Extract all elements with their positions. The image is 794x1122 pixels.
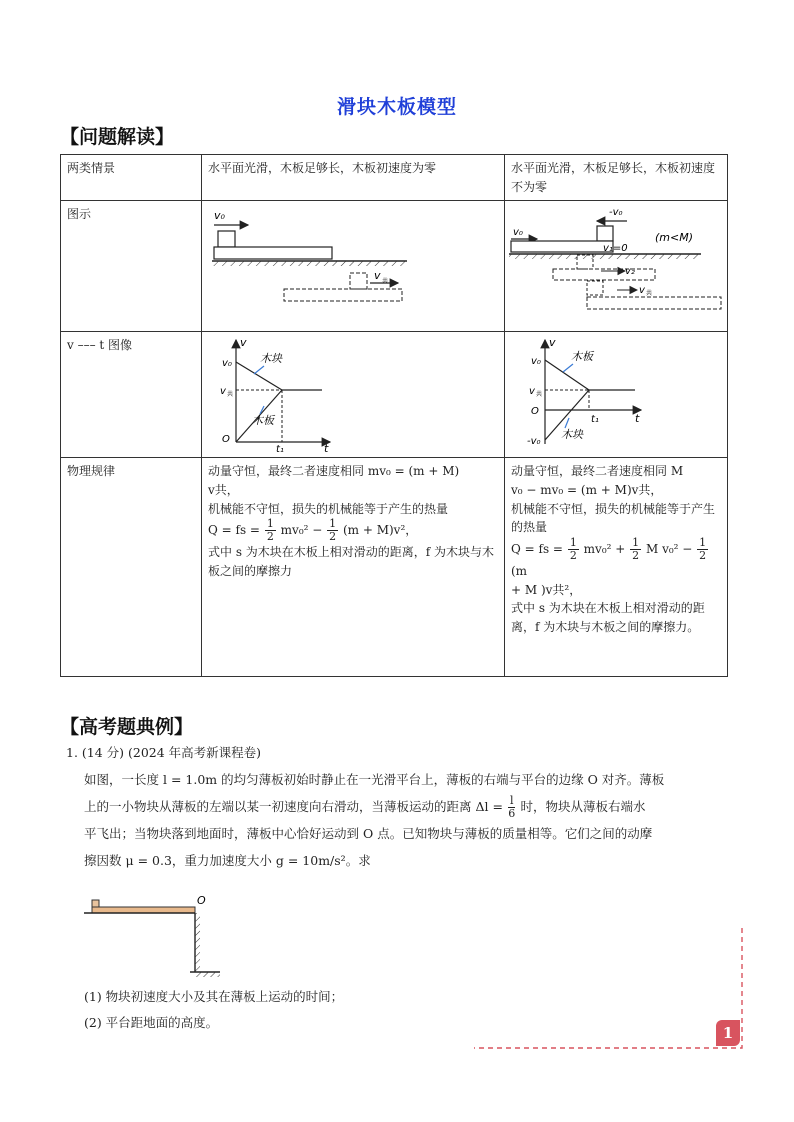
label-v1: v₁=0 [603, 243, 628, 255]
page-title: 滑块木板模型 [336, 96, 457, 118]
diagram-case2 [505, 201, 725, 325]
annot-block: 木块 [260, 351, 282, 365]
fraction-l-over-6: $\frac{l}{6}$ [508, 793, 516, 820]
board [214, 247, 332, 259]
point-o: O [197, 894, 206, 907]
figure-case1 [202, 201, 505, 332]
table-row-vt-graph [61, 331, 728, 458]
figure-case2 [505, 201, 728, 332]
label-neg-v0: -v₀ [609, 207, 623, 219]
origin-o: O [222, 433, 230, 445]
block [218, 231, 235, 247]
law2-line4: Q = fs = $\frac{1}{2}$ mv₀² + $\frac{1}{2}$ M v₀² − $\frac{1}{2}$ (m [511, 535, 707, 578]
block-final2 [587, 281, 603, 295]
vt-graph-case1 [202, 331, 505, 458]
sub-question-2: (2) 平台距地面的高度。 [84, 1015, 219, 1031]
tick-vco-sub: 共 [227, 390, 234, 398]
board-final2 [587, 297, 721, 309]
question-head: 1. (14 分) (2024 年高考新课程卷) [66, 745, 262, 760]
annot-block2-pointer [565, 418, 569, 428]
fraction-half: $\frac{1}{2}$ [699, 535, 707, 562]
label-vco2-sub: 共 [646, 290, 653, 298]
axis-label-v2: v [549, 335, 556, 349]
annot-block2: 木块 [561, 427, 583, 441]
law2-line3: 机械能不守恒，损失的机械能等于产生的热量 [511, 501, 716, 535]
law1-line2: v共， [208, 482, 239, 497]
axis-label-v: v [240, 335, 247, 349]
table-row-law [61, 458, 728, 677]
ground-hatch3 [195, 972, 220, 977]
question-p4: 擦因数 μ = 0.3，重力加速度大小 g = 10m/s²。求 [84, 852, 371, 868]
axis-label-t2: t [635, 411, 640, 425]
tick-vco: v [220, 385, 226, 397]
vt-graph-case2 [505, 331, 728, 458]
law2-line5: + M )v共²， [511, 582, 582, 597]
law1-line5: 式中 s 为木块在木板上相对滑动的距离，f 为木块与木板之间的摩擦力 [208, 545, 495, 578]
law-case1 [202, 458, 505, 677]
row-label-scenario: 两类情景 [61, 155, 202, 201]
fraction-half: $\frac{1}{2}$ [266, 517, 274, 544]
scenario-case1: 水平面光滑，木板足够长，木板初速度为零 [202, 155, 505, 201]
block-line [236, 362, 282, 390]
small-block [92, 900, 99, 907]
row-label-law: 物理规律 [61, 458, 202, 677]
table-row-figure [61, 201, 728, 332]
sub-question-1: (1) 物块初速度大小及其在薄板上运动的时间； [84, 989, 344, 1004]
row-label-figure: 图示 [61, 201, 202, 332]
label-v0: v₀ [214, 209, 225, 223]
thin-plate [92, 907, 195, 913]
annot-board2: 木板 [571, 349, 593, 363]
summary-table [60, 154, 728, 677]
tick-v0: v₀ [222, 357, 232, 369]
question-p2: 上的一小物块从薄板的左端以某一初速度向右滑动，当薄板运动的距离 Δl = $\frac{l}{6}$ 时，物块从薄板右端水 [84, 793, 646, 820]
section-heading-problem: 【问题解读】 [60, 126, 175, 148]
ground-hatch [212, 261, 407, 266]
law2-line2: v₀ − mv₀ = (m + M)v共， [511, 482, 663, 497]
law-case2 [505, 458, 728, 677]
diagram-case1 [202, 201, 492, 321]
label-vco2: v [639, 285, 645, 297]
section-heading-examples: 【高考题典例】 [60, 716, 194, 738]
fraction-half: $\frac{1}{2}$ [569, 535, 577, 562]
label-vco-sub: 共 [382, 278, 389, 286]
label-vco: v [374, 269, 381, 283]
ground-hatch2 [509, 254, 701, 259]
question-1 [60, 740, 740, 874]
annot-board: 木板 [252, 413, 274, 427]
table-row-scenario [61, 155, 728, 201]
fraction-half: $\frac{1}{2}$ [632, 535, 640, 562]
origin-o2: O [531, 405, 539, 417]
board-final [284, 289, 402, 301]
wall-hatch [195, 913, 200, 972]
page-number: 1 [716, 1020, 740, 1046]
tick-v0-2: v₀ [531, 355, 541, 367]
annot-board2-pointer [563, 364, 573, 372]
law2-line6: 式中 s 为木块在木板上相对滑动的距离，f 为木块与木板之间的摩擦力。 [511, 601, 705, 634]
axis-label-t: t [324, 441, 329, 452]
question-figure [80, 888, 220, 980]
question-p1: 如图，一长度 l = 1.0m 的均匀薄板初始时静止在一光滑平台上，薄板的右端与平台的边缘 O 对齐。薄板 [84, 771, 665, 787]
block-final [350, 273, 367, 289]
tick-t1-2: t₁ [591, 413, 599, 425]
label-mM: (m<M) [655, 231, 694, 245]
law2-line1: 动量守恒，最终二者速度相同 M [511, 464, 684, 479]
block2 [597, 226, 613, 241]
question-p3: 平飞出；当物块落到地面时，薄板中心恰好运动到 O 点。已知物块与薄板的质量相等。它们之间的动摩 [84, 825, 653, 841]
vt-graph2 [505, 332, 725, 452]
tick-vco-2: v [529, 385, 535, 397]
tick-neg-v0: -v₀ [527, 435, 541, 447]
tick-vco2-sub: 共 [536, 390, 543, 398]
fraction-half: $\frac{1}{2}$ [329, 517, 337, 544]
law1-line3: 机械能不守恒，损失的机械能等于产生的热量 [208, 501, 449, 516]
annot-block-pointer [254, 366, 264, 374]
block-line2 [545, 360, 589, 390]
law1-line4: Q = fs = $\frac{1}{2}$ mv₀² − $\frac{1}{2}$ (m + M)v²， [208, 517, 418, 544]
row-label-vt: v ––– t 图像 [61, 331, 202, 458]
scenario-case2: 水平面光滑，木板足够长，木板初速度不为零 [505, 155, 728, 201]
page-corner-decoration [474, 928, 746, 1052]
label-v2: v₂ [625, 266, 635, 278]
law1-line1: 动量守恒，最终二者速度相同 mv₀ = (m + M) [208, 464, 460, 479]
vt-graph1 [202, 332, 492, 452]
board2 [511, 241, 613, 252]
tick-t1: t₁ [276, 443, 284, 452]
label-v0-2: v₀ [513, 227, 523, 239]
